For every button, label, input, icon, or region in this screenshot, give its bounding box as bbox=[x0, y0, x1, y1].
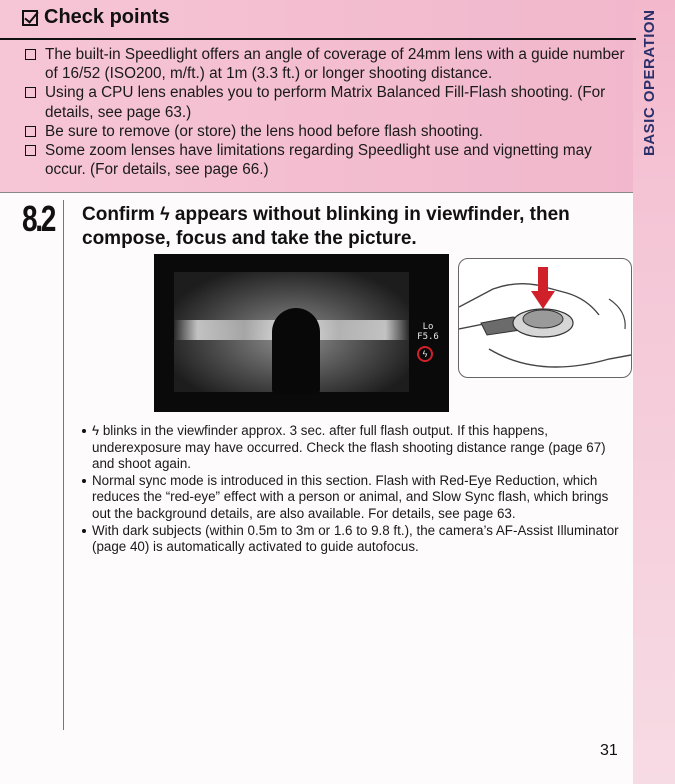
checked-box-icon bbox=[22, 10, 38, 26]
check-point-item bbox=[22, 141, 634, 179]
note-text: blinks in the viewfinder approx. 3 sec. after full flash output. If this happens, underexposure may have occurred. Check the flash shooting distance range (page 67) and shoot again. bbox=[92, 423, 606, 472]
camera-top-drawing bbox=[459, 259, 631, 377]
bullet bbox=[82, 529, 86, 533]
check-points-title: Check points bbox=[44, 6, 170, 28]
check-point-item bbox=[22, 83, 634, 121]
flash-ready-icon: ϟ bbox=[160, 204, 170, 224]
check-point-text: Some zoom lenses have limitations regarding Speedlight use and vignetting may occur. (For details, see page 66.) bbox=[45, 142, 592, 179]
step-number: 8.2 bbox=[22, 198, 55, 239]
flash-indicator-icon: ϟ bbox=[417, 346, 433, 362]
check-point-text: Be sure to remove (or store) the lens hood before flash shooting. bbox=[45, 122, 483, 140]
note-item bbox=[82, 423, 622, 473]
empty-checkbox-icon bbox=[25, 87, 36, 98]
step-title bbox=[82, 202, 622, 251]
note-item bbox=[82, 473, 622, 523]
check-points-list bbox=[22, 45, 634, 179]
flash-symbol-icon: ϟ bbox=[92, 423, 100, 438]
page-number: 31 bbox=[600, 742, 618, 759]
section-divider bbox=[0, 192, 633, 193]
note-item bbox=[82, 523, 622, 556]
bullet bbox=[82, 429, 86, 433]
notes-list bbox=[82, 423, 622, 556]
check-point-text: The built-in Speedlight offers an angle of coverage of 24mm lens with a guide number of 16/52 (ISO200, m/ft.) at 1m (3.3 ft.) or longer shooting distance. bbox=[45, 46, 625, 83]
viewfinder-scene bbox=[174, 272, 409, 392]
person-silhouette bbox=[272, 308, 320, 394]
note-text: With dark subjects (within 0.5m to 3m or 1.6 to 9.8 ft.), the camera’s AF-Assist Illuminator (page 40) is automatically activated to guide autofocus. bbox=[92, 522, 619, 555]
bullet bbox=[82, 479, 86, 483]
section-tab-label: BASIC OPERATION bbox=[641, 9, 658, 157]
step-vertical-rule bbox=[63, 200, 64, 730]
shutter-release-illustration bbox=[458, 258, 632, 378]
viewfinder-readout-line: Lo bbox=[422, 322, 434, 332]
viewfinder-readout bbox=[414, 322, 442, 342]
viewfinder-readout-line: F5.6 bbox=[417, 332, 439, 342]
step-title-start: Confirm bbox=[82, 204, 161, 225]
step-title-end: appears without blinking in viewfinder, then compose, focus and take the picture. bbox=[82, 204, 570, 249]
check-point-item bbox=[22, 122, 634, 141]
heading-rule bbox=[0, 38, 636, 40]
check-points-heading bbox=[22, 6, 170, 29]
empty-checkbox-icon bbox=[25, 145, 36, 156]
viewfinder-photo bbox=[154, 254, 449, 412]
note-text: Normal sync mode is introduced in this section. Flash with Red-Eye Reduction, which reduces the “red-eye” effect with a person or animal, and Slow Sync flash, which brings out the background details, are also available. For details, see page 63. bbox=[92, 472, 609, 521]
empty-checkbox-icon bbox=[25, 49, 36, 60]
empty-checkbox-icon bbox=[25, 126, 36, 137]
check-point-item bbox=[22, 45, 634, 83]
check-point-text: Using a CPU lens enables you to perform Matrix Balanced Fill-Flash shooting. (For details, see page 63.) bbox=[45, 84, 606, 121]
